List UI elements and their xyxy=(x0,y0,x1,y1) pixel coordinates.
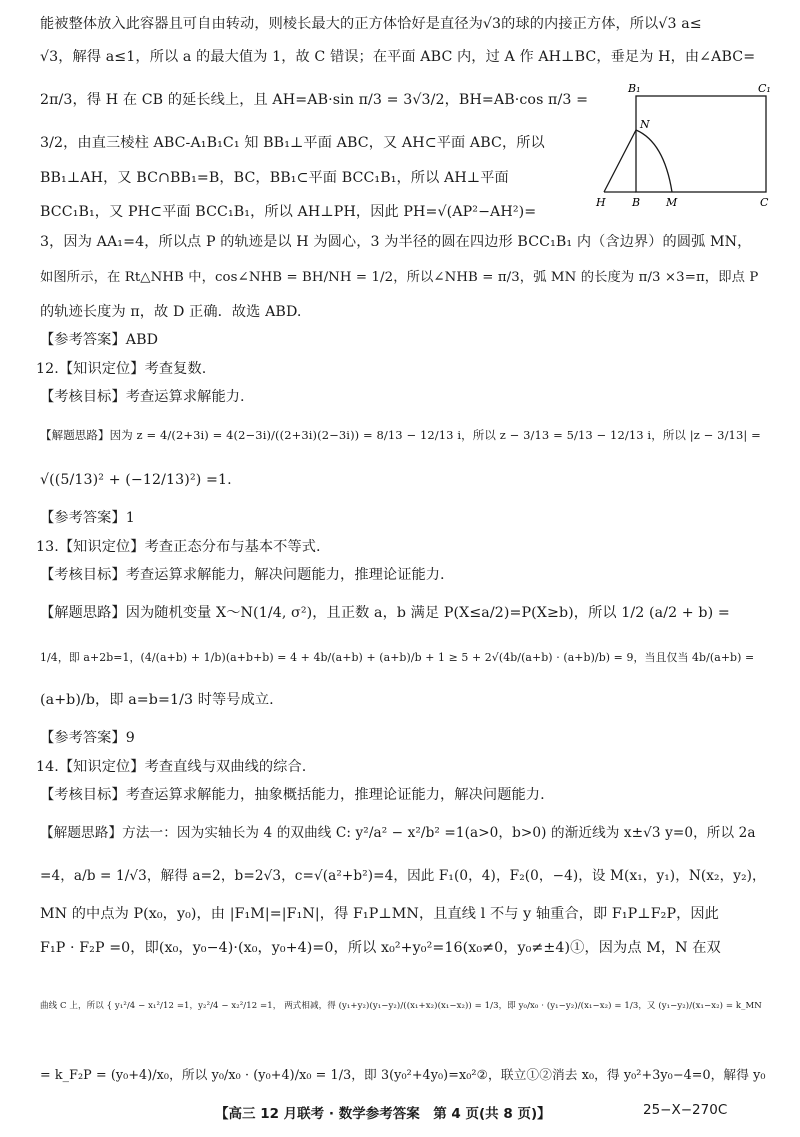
text-line: 【考核目标】考查运算求解能力. xyxy=(40,389,245,405)
text-line: MN 的中点为 P(x₀，y₀)，由 |F₁M|=|F₁N|，得 F₁P⊥MN，且直线 l 不与 y 轴重合，即 F₁P⊥F₂P，因此 xyxy=(40,906,719,922)
question-heading: 13.【知识定位】考查正态分布与基本不等式. xyxy=(36,539,321,555)
text-line: BB₁⊥AH，又 BC∩BB₁=B，BC，BB₁⊂平面 BCC₁B₁，所以 AH⊥平面 xyxy=(40,170,509,186)
text-line: 1/4，即 a+2b=1，(4/(a+b) + 1/b)(a+b+b) = 4 + 4b/(a+b) + (a+b)/b + 1 ≥ 5 + 2√(4b/(a+b) · (a+b)/b) = 9，当且仅当 4b/(a+b) = xyxy=(40,651,755,664)
segment-hn xyxy=(604,130,636,192)
text-line: =4，a/b = 1/√3，解得 a=2，b=2√3，c=√(a²+b²)=4，因此 F₁(0，4)，F₂(0，−4)，设 M(x₁，y₁)，N(x₂，y₂)， xyxy=(40,868,766,884)
label-c: C xyxy=(760,196,769,209)
text-line: 【解题思路】因为 z = 4/(2+3i) = 4(2−3i)/((2+3i)(2−3i)) = 8/13 − 12/13 i，所以 z − 3/13 = 5/13 − 12/13 i，所以 |z − 3/13| = xyxy=(40,428,761,442)
answer-label: 【参考答案】1 xyxy=(40,510,135,526)
geometry-figure xyxy=(590,80,780,210)
answer-label: 【参考答案】9 xyxy=(40,730,135,746)
text-line: √3，解得 a≤1，所以 a 的最大值为 1，故 C 错误；在平面 ABC 内，过 A 作 AH⊥BC，垂足为 H，由∠ABC= xyxy=(40,49,756,65)
footer-title: 【高三 12 月联考 · 数学参考答案 第 4 页(共 8 页)】 xyxy=(215,1106,551,1122)
label-c1: C₁ xyxy=(758,82,771,95)
arc-mn xyxy=(636,130,672,192)
question-heading: 12.【知识定位】考查复数. xyxy=(36,361,207,377)
text-line: 【解题思路】方法一：因为实轴长为 4 的双曲线 C: y²/a² − x²/b² =1(a>0，b>0) 的渐近线为 x±√3 y=0，所以 2a xyxy=(40,825,756,841)
text-line: 3/2，由直三棱柱 ABC-A₁B₁C₁ 知 BB₁⊥平面 ABC，又 AH⊂平面 ABC，所以 xyxy=(40,135,545,151)
footer-code: 25−X−270C xyxy=(643,1102,728,1118)
text-line: 2π/3，得 H 在 CB 的延长线上，且 AH=AB·sin π/3 = 3√3/2，BH=AB·cos π/3 = xyxy=(40,92,589,108)
label-h: H xyxy=(596,196,606,209)
answer-label: 【参考答案】ABD xyxy=(40,332,159,348)
text-line: 【解题思路】因为随机变量 X～N(1/4, σ²)，且正数 a，b 满足 P(X≤a/2)=P(X≥b)，所以 1/2 (a/2 + b) = xyxy=(40,605,730,621)
text-line: √((5/13)² + (−12/13)²) =1. xyxy=(40,472,232,488)
text-line: 【考核目标】考查运算求解能力，抽象概括能力，推理论证能力，解决问题能力. xyxy=(40,787,545,803)
text-line: 的轨迹长度为 π，故 D 正确．故选 ABD. xyxy=(40,304,302,320)
label-m: M xyxy=(666,196,678,209)
text-line: 曲线 C 上，所以 { y₁²/4 − x₁²/12 =1，y₂²/4 − x₂²/12 =1， 两式相减，得 (y₁+y₂)(y₁−y₂)/((x₁+x₂)(x₁−x₂)) = 1/3，即 y₀/x₀ · (y₁−y₂)/(x₁−x₂) = 1/3，又 (y₁−y₂)/(x₁−x₂) = k_MN xyxy=(40,1001,762,1011)
text-line: 如图所示，在 Rt△NHB 中，cos∠NHB = BH/NH = 1/2，所以∠NHB = π/3，弧 MN 的长度为 π/3 ×3=π，即点 P xyxy=(40,270,759,285)
label-n: N xyxy=(640,118,650,131)
text-line: 3，因为 AA₁=4，所以点 P 的轨迹是以 H 为圆心，3 为半径的圆在四边形 BCC₁B₁ 内（含边界）的圆弧 MN， xyxy=(40,234,752,250)
text-line: F₁P · F₂P =0，即(x₀，y₀−4)·(x₀，y₀+4)=0，所以 x₀²+y₀²=16(x₀≠0，y₀≠±4)①，因为点 M，N 在双 xyxy=(40,940,721,956)
text-line: = k_F₂P = (y₀+4)/x₀，所以 y₀/x₀ · (y₀+4)/x₀ = 1/3，即 3(y₀²+4y₀)=x₀²②，联立①②消去 x₀，得 y₀²+3y₀−4=0，解得 y₀ xyxy=(40,1067,766,1082)
rectangle-bcc1b1 xyxy=(636,96,766,192)
question-heading: 14.【知识定位】考查直线与双曲线的综合. xyxy=(36,759,307,775)
text-line: (a+b)/b，即 a=b=1/3 时等号成立. xyxy=(40,692,274,708)
label-b1: B₁ xyxy=(628,82,641,95)
label-b: B xyxy=(632,196,641,209)
text-line: 【考核目标】考查运算求解能力，解决问题能力，推理论证能力. xyxy=(40,567,445,583)
text-line: 能被整体放入此容器且可自由转动，则棱长最大的正方体恰好是直径为√3的球的内接正方体，所以√3 a≤ xyxy=(40,16,702,32)
text-line: BCC₁B₁，又 PH⊂平面 BCC₁B₁，所以 AH⊥PH，因此 PH=√(AP²−AH²)= xyxy=(40,204,537,220)
page-footer xyxy=(0,1100,800,1124)
